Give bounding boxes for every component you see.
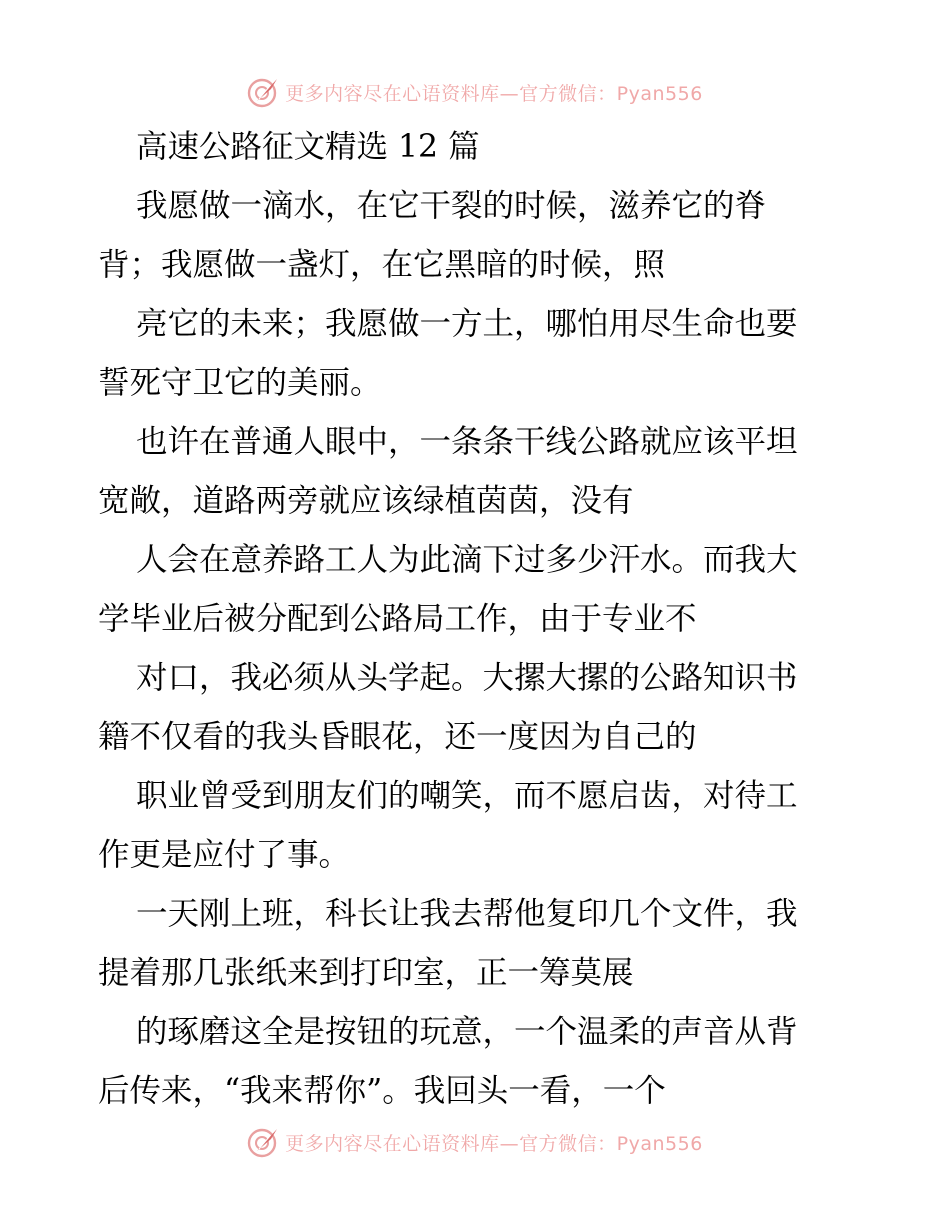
watermark-text: 更多内容尽在心语资料库—官方微信：Pyan556	[285, 1132, 703, 1155]
header-watermark	[0, 72, 950, 112]
footer-watermark	[0, 1122, 950, 1162]
text-line: 一天刚上班，科长让我去帮他复印几个文件，我	[136, 896, 798, 932]
text-line: 的琢磨这全是按钮的玩意，一个温柔的声音从背	[136, 1014, 798, 1050]
text-line: 职业曾受到朋友们的嘲笑，而不愿启齿，对待工	[136, 778, 798, 814]
text-line: 提着那几张纸来到打印室，正一筹莫展	[98, 955, 634, 991]
text-line: 对口，我必须从头学起。大摞大摞的公路知识书	[136, 660, 798, 696]
text-line: 我愿做一滴水，在它干裂的时候，滋养它的脊	[136, 188, 767, 224]
document-title: 高速公路征文精选 12 篇	[136, 129, 480, 165]
watermark-text: 更多内容尽在心语资料库—官方微信：Pyan556	[285, 82, 703, 105]
text-line: 亮它的未来；我愿做一方土，哪怕用尽生命也要	[136, 306, 798, 342]
text-line: 学毕业后被分配到公路局工作，由于专业不	[98, 601, 697, 637]
quill-logo-icon	[247, 75, 281, 109]
text-line: 也许在普通人眼中，一条条干线公路就应该平坦	[136, 424, 798, 460]
text-line: 背；我愿做一盏灯，在它黑暗的时候，照	[98, 247, 666, 283]
text-line: 籍不仅看的我头昏眼花，还一度因为自己的	[98, 719, 697, 755]
text-line: 宽敞，道路两旁就应该绿植茵茵，没有	[98, 483, 634, 519]
text-line: 后传来，“我来帮你”。我回头一看，一个	[98, 1073, 666, 1109]
quill-logo-icon	[247, 1125, 281, 1159]
text-line: 人会在意养路工人为此滴下过多少汗水。而我大	[136, 542, 798, 578]
document-body	[98, 118, 858, 1121]
text-line: 作更是应付了事。	[98, 837, 351, 873]
text-line: 誓死守卫它的美丽。	[98, 365, 382, 401]
